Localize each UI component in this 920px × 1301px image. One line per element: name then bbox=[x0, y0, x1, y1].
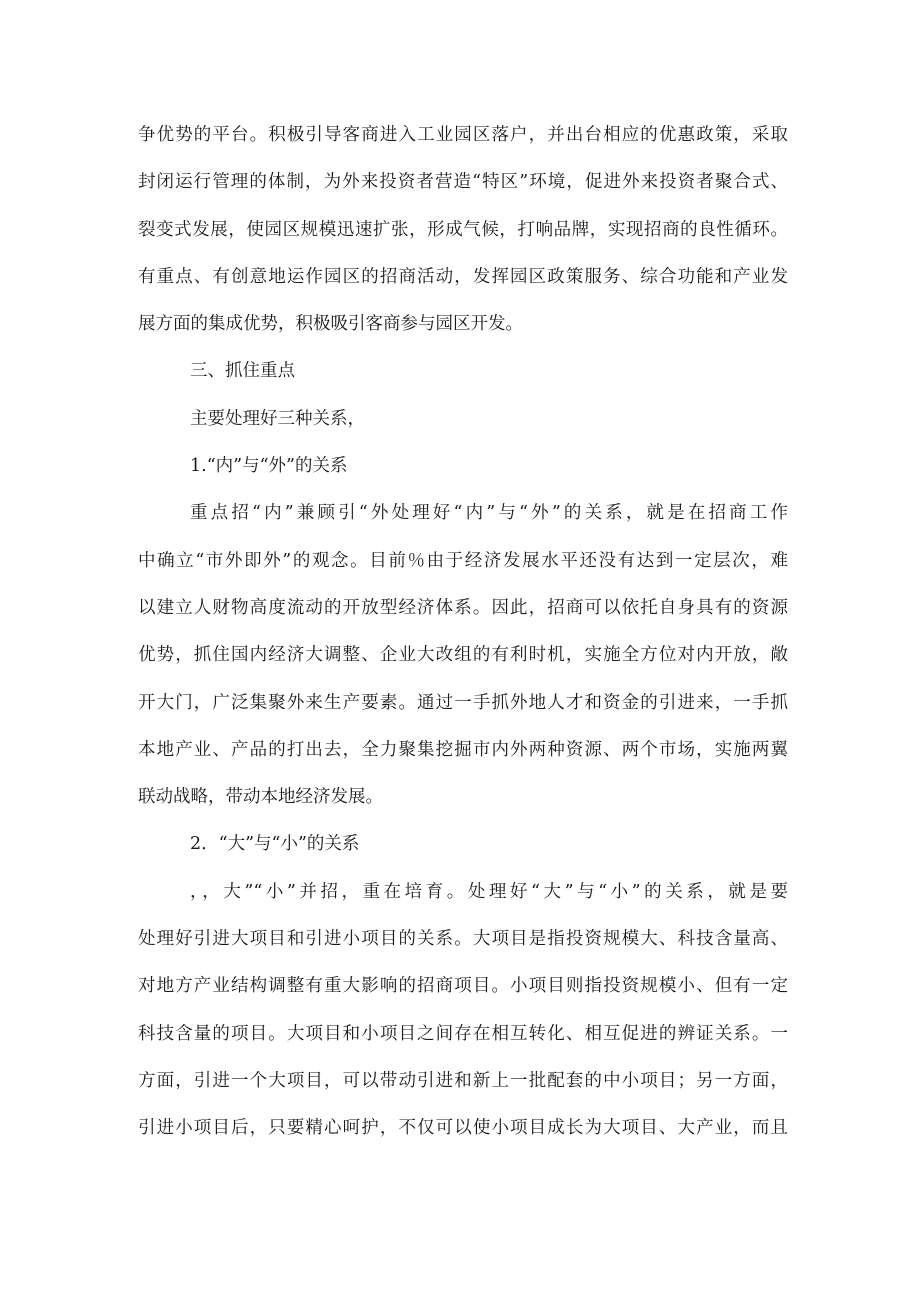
text-line: 优势，抓住国内经济大调整、企业大改组的有利时机，实施全方位对内开放，敞 bbox=[138, 645, 788, 666]
text-line: 中确立“市外即外”的观念。目前％由于经济发展水平还没有达到一定层次，难 bbox=[138, 550, 788, 571]
text-line: 争优势的平台。积极引导客商进入工业园区落户，并出台相应的优惠政策，采取 bbox=[138, 125, 788, 145]
text-line: 重点招“内”兼顾引“外处理好“内”与“外”的关系，就是在招商工作 bbox=[190, 503, 788, 524]
text-line: 开大门，广泛集聚外来生产要素。通过一手抓外地人才和资金的引进来，一手抓 bbox=[138, 692, 788, 713]
text-line: 2．“大”与“小”的关系 bbox=[190, 834, 360, 855]
text-line: 1.“内”与“外”的关系 bbox=[190, 456, 348, 477]
text-line: 科技含量的项目。大项目和小项目之间存在相互转化、相互促进的辨证关系。一 bbox=[138, 1023, 788, 1044]
text-line: 对地方产业结构调整有重大影响的招商项目。小项目则指投资规模小、但有一定 bbox=[138, 976, 788, 997]
document-body bbox=[138, 112, 788, 1153]
text-line: 处理好引进大项目和引进小项目的关系。大项目是指投资规模大、科技含量高、 bbox=[138, 929, 788, 950]
text-line: 主要处理好三种关系， bbox=[190, 408, 365, 429]
text-line: 封闭运行管理的体制，为外来投资者营造“特区”环境，促进外来投资者聚合式、 bbox=[138, 172, 788, 193]
text-line: 有重点、有创意地运作园区的招商活动，发挥园区政策服务、综合功能和产业发 bbox=[138, 266, 788, 287]
text-line: 三、抓住重点 bbox=[190, 361, 295, 382]
text-line: 裂变式发展，使园区规模迅速扩张，形成气候，打响品牌，实现招商的良性循环。 bbox=[138, 219, 788, 240]
text-line: 联动战略，带动本地经济发展。 bbox=[138, 787, 383, 808]
text-line: 本地产业、产品的打出去，全力聚集挖掘市内外两种资源、两个市场，实施两翼 bbox=[138, 739, 788, 760]
text-line: 方面，引进一个大项目，可以带动引进和新上一批配套的中小项目；另一方面， bbox=[138, 1070, 788, 1091]
text-line: 引进小项目后，只要精心呵护，不仅可以使小项目成长为大项目、大产业，而且 bbox=[138, 1118, 788, 1139]
text-line: ，，大”“小”并招，重在培育。处理好“大”与“小”的关系，就是要 bbox=[190, 881, 788, 902]
text-line: 展方面的集成优势，积极吸引客商参与园区开发。 bbox=[138, 314, 523, 335]
text-line: 以建立人财物高度流动的开放型经济体系。因此，招商可以依托自身具有的资源 bbox=[138, 597, 788, 618]
